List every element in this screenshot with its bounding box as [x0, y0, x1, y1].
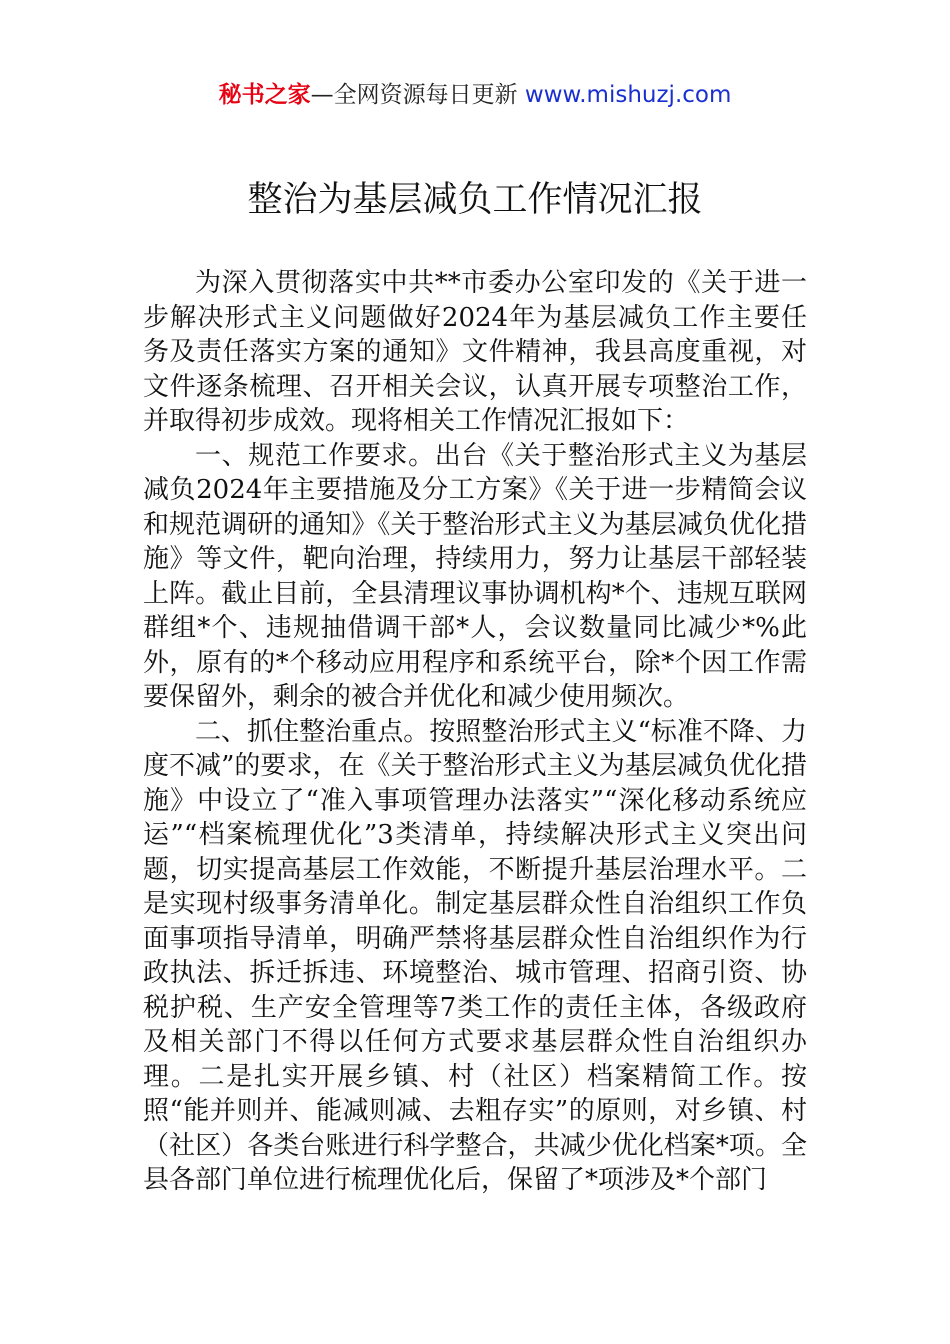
site-header — [0, 80, 950, 110]
paragraph-section-2: 二、抓住整治重点。按照整治形式主义“标准不降、力度不减”的要求，在《关于整治形式主义为基层减负优化措施》中设立了“准入事项管理办法落实”“深化移动系统应运”“档案梳理优化”3类清单，持续解决形式主义突出问题，切实提高基层工作效能，不断提升基层治理水平。二是实现村级事务清单化。制定基层群众性自治组织工作负面事项指导清单，明确严禁将基层群众性自治组织作为行政执法、拆迁拆违、环境整治、城市管理、招商引资、协税护税、生产安全管理等7类工作的责任主体，各级政府及相关部门不得以任何方式要求基层群众性自治组织办理。二是扎实开展乡镇、村（社区）档案精简工作。按照“能并则并、能减则减、去粗存实”的原则，对乡镇、村（社区）各类台账进行科学整合，共减少优化档案*项。全县各部门单位进行梳理优化后，保留了*项涉及*个部门 — [143, 716, 807, 1195]
paragraph-section-1: 一、规范工作要求。出台《关于整治形式主义为基层减负2024年主要措施及分工方案》《关于进一步精简会议和规范调研的通知》《关于整治形式主义为基层减负优化措施》等文件，靶向治理，持续用力，努力让基层干部轻装上阵。截止目前，全县清理议事协调机构*个、违规互联网群组*个、违规抽借调干部*人，会议数量同比减少*%此外，原有的*个移动应用程序和系统平台，除*个因工作需要保留外，剩余的被合并优化和减少使用频次。 — [143, 440, 807, 712]
paragraph-intro: 为深入贯彻落实中共**市委办公室印发的《关于进一步解决形式主义问题做好2024年为基层减负工作主要任务及责任落实方案的通知》文件精神，我县高度重视，对文件逐条梳理、召开相关会议，认真开展专项整治工作，并取得初步成效。现将相关工作情况汇报如下： — [143, 268, 807, 436]
document-title: 整治为基层减负工作情况汇报 — [247, 180, 703, 220]
header-tagline: —全网资源每日更新 — [310, 82, 525, 108]
document-body — [143, 266, 807, 1198]
site-url-link[interactable]: www.mishuzj.com — [524, 82, 732, 108]
brand-name: 秘书之家 — [218, 82, 311, 108]
